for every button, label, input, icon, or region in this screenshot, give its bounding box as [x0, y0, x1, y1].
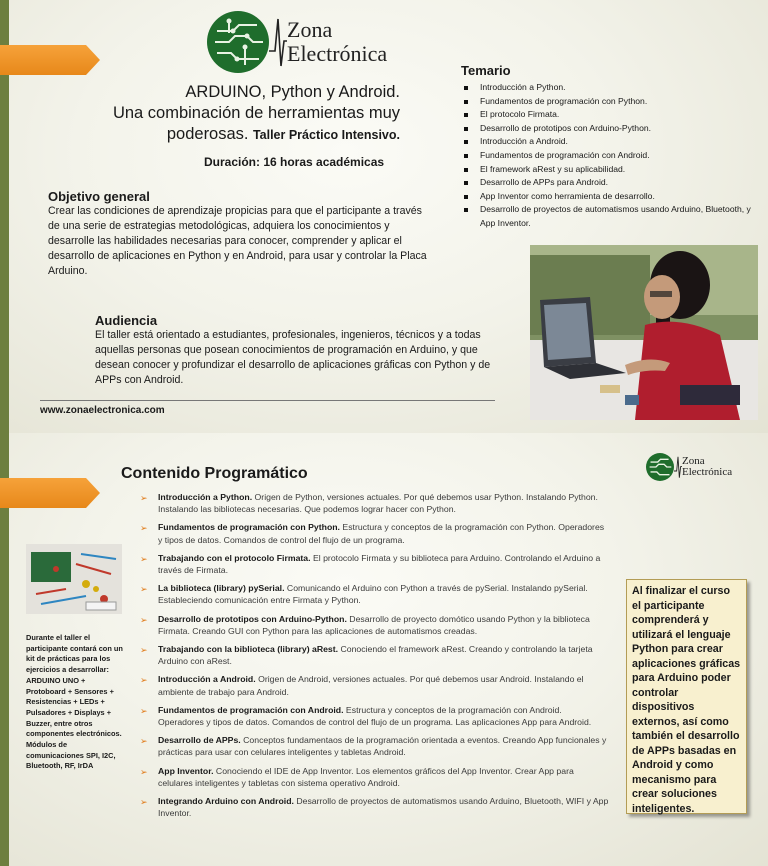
contenido-item — [140, 673, 610, 698]
audiencia-text: El taller está orientado a estudiantes, profesionales, ingenieros, técnicos y a todas aquellas personas que posean conocimientos de programación en Arduino, y que desean conocer y profundizar el desarrollo de aplicaciones gráficas con Python y de APPs con Android. — [95, 329, 491, 386]
brand-name-line2: Electrónica — [682, 466, 733, 478]
contenido-item — [140, 582, 610, 607]
objetivo-section — [48, 189, 428, 279]
temario-item: El protocolo Firmata. — [461, 108, 761, 122]
website-link[interactable]: www.zonaelectronica.com — [40, 405, 165, 416]
temario-item: Fundamentos de programación con Android. — [461, 149, 761, 163]
page-title — [80, 82, 400, 146]
contenido-item-text: Origen de Android, versiones actuales. Por qué debemos usar Android. Instalando el ambiente de trabajo para Android. — [158, 674, 584, 697]
contenido-item — [140, 795, 610, 820]
audiencia-heading: Audiencia — [95, 313, 158, 328]
contenido-item-title: App Inventor. — [158, 765, 214, 776]
contenido-item — [140, 491, 610, 516]
duration-text: Duración: 16 horas académicas — [204, 155, 385, 169]
contenido-item — [140, 765, 610, 790]
temario-item: Desarrollo de prototipos con Arduino-Python. — [461, 122, 761, 136]
contenido-item — [140, 704, 610, 729]
contenido-item-title: Fundamentos de programación con Android. — [158, 704, 344, 715]
student-laptop-photo — [530, 245, 758, 420]
contenido-item-text: Estructura y conceptos de la programación con Python. Operadores y tipos de datos. Comandos de control del flujo de un programa. — [158, 522, 605, 545]
contenido-item-title: La biblioteca (library) pySerial. — [158, 583, 285, 594]
contenido-item — [140, 643, 610, 668]
contenido-item-text: Estructura y conceptos de la programación con Android. Operadores y tipos de datos. Comandos de control del flujo de un programa. Las aplicaciones App para Android. — [158, 704, 592, 728]
temario-section — [461, 63, 761, 231]
arrow-bullet-icon: ➢ — [140, 766, 148, 777]
arrow-bullet-icon: ➢ — [140, 523, 148, 534]
contenido-item-title: Desarrollo de prototipos con Arduino-Python. — [158, 613, 347, 624]
contenido-item-title: Introducción a Python. — [158, 492, 253, 502]
contenido-item — [140, 734, 610, 759]
circuit-logo-icon — [207, 11, 269, 73]
kit-description: Durante el taller el participante contará con un kit de prácticas para los ejercicios a desarrollar: ARDUINO UNO + Protoboard + Sensores + Resistencias + LEDs + Pulsadores + Displays + Buzzer, entre otros componentes electrónicos. Módulos de comunicaciones SPI, I2C, Bluetooth, RF, IrDA — [26, 633, 123, 771]
circuit-logo-icon — [646, 453, 674, 481]
contenido-item-title: Trabajando con el protocolo Firmata. — [158, 552, 311, 563]
brand-name-line1: Zona — [287, 17, 333, 42]
title-line-2: Una combinación de herramientas muy — [112, 104, 400, 122]
contenido-heading: Contenido Programático — [121, 465, 308, 482]
contenido-item — [140, 613, 610, 638]
arrow-bullet-icon: ➢ — [140, 675, 148, 686]
arrow-bullet-icon: ➢ — [140, 736, 148, 747]
arrow-bullet-icon: ➢ — [140, 796, 148, 807]
title-line-3b: Taller Práctico Intensivo. — [252, 128, 400, 142]
arrow-bullet-icon: ➢ — [140, 493, 148, 503]
brand-logo-small — [646, 453, 732, 481]
arrow-bullet-icon: ➢ — [140, 644, 148, 655]
temario-list — [461, 81, 761, 231]
title-line-3a: poderosas. — [166, 125, 249, 143]
objetivo-heading: Objetivo general — [48, 189, 150, 204]
contenido-item — [140, 552, 610, 577]
contenido-item-text: Desarrollo de proyectos de automatismos usando Arduino, Bluetooth, WIFI y App Inventor. — [158, 795, 609, 819]
components-kit-photo — [26, 544, 122, 614]
orange-arrow — [0, 45, 100, 75]
contenido-item-title: Integrando Arduino con Android. — [158, 795, 294, 806]
orange-arrow — [0, 478, 100, 508]
objetivo-text: Crear las condiciones de aprendizaje propicias para que el participante a través de una serie de estrategias metodológicas, adquiera los conocimientos y desarrolle las habilidades necesarias para conocer, comprender y aplicar el desarrollo de aplicaciones en Python y en Android, para usar y controlar la Placa Arduino. — [48, 205, 427, 277]
temario-item: Fundamentos de programación con Python. — [461, 95, 761, 109]
temario-item: Desarrollo de APPs para Android. — [461, 176, 761, 190]
temario-item: App Inventor como herramienta de desarrollo. — [461, 190, 761, 204]
divider — [40, 400, 495, 401]
contenido-item — [140, 521, 610, 546]
contenido-item-text: Origen de Python, versiones actuales. Por qué debemos usar Python. Instalando Python. Instalando las bibliotecas necesarias. Que podemos lograr hacer con Python. — [158, 492, 598, 515]
contenido-item-text: Desarrollo de proyecto domótico usando Python y la biblioteca Firmata. Creando GUI con Python para las aplicaciones de automatismos creadas. — [158, 613, 590, 636]
pulse-line-icon — [269, 11, 287, 73]
contenido-item-title: Desarrollo de APPs. — [158, 735, 241, 746]
contenido-item-text: Conociendo el framework aRest. Creando y controlando la tarjeta Arduino con aRest. — [158, 643, 593, 667]
page-2 — [0, 433, 768, 866]
pulse-line-icon — [674, 453, 682, 481]
arrow-bullet-icon: ➢ — [140, 584, 148, 595]
contenido-list — [140, 491, 610, 825]
title-line-1: ARDUINO, Python y Android. — [185, 83, 400, 101]
brand-logo — [207, 11, 387, 73]
arrow-bullet-icon: ➢ — [140, 553, 148, 564]
contenido-item-text: Comunicando el Arduino con Python a través de pySerial. Instalando pySerial. Estableciendo comunicación entre Firmata y Python. — [158, 583, 588, 606]
contenido-item-text: Conceptos fundamentaos de la programación orientada a eventos. Creando App funcionales y prácticas para usar con celulares inteligentes y tabletas Android. — [158, 735, 607, 758]
contenido-item-text: Conociendo el IDE de App Inventor. Los elementos gráficos del App Inventor. Crear App para celulares inteligentes y tabletas con sistema operativo Android. — [158, 765, 574, 788]
temario-item: Introducción a Python. — [461, 81, 761, 95]
audiencia-section — [95, 313, 495, 388]
temario-item: Desarrollo de proyectos de automatismos usando Arduino, Bluetooth, y App Inventor. — [461, 203, 761, 230]
temario-item: El framework aRest y su aplicabilidad. — [461, 163, 761, 177]
brand-name-line1: Zona — [682, 455, 705, 467]
course-outcome-box: Al finalizar el curso el participante comprenderá y utilizará el lenguaje Python para crear aplicaciones gráficas para Arduino poder controlar dispositivos externos, así como también el desarrollo de APPs basadas en Android y como mecanismo para crear soluciones inteligentes. — [626, 579, 747, 814]
contenido-item-title: Introducción a Android. — [158, 674, 256, 685]
temario-heading: Temario — [461, 63, 511, 78]
brand-name-line2: Electrónica — [287, 41, 388, 66]
arrow-bullet-icon: ➢ — [140, 705, 148, 716]
arrow-bullet-icon: ➢ — [140, 614, 148, 625]
contenido-item-title: Fundamentos de programación con Python. — [158, 522, 340, 533]
contenido-item-text: El protocolo Firmata y su biblioteca para Arduino. Controlando el Arduino a través de Firmata. — [158, 552, 601, 576]
contenido-item-title: Trabajando con la biblioteca (library) aRest. — [158, 643, 339, 654]
temario-item: Introducción a Android. — [461, 135, 761, 149]
